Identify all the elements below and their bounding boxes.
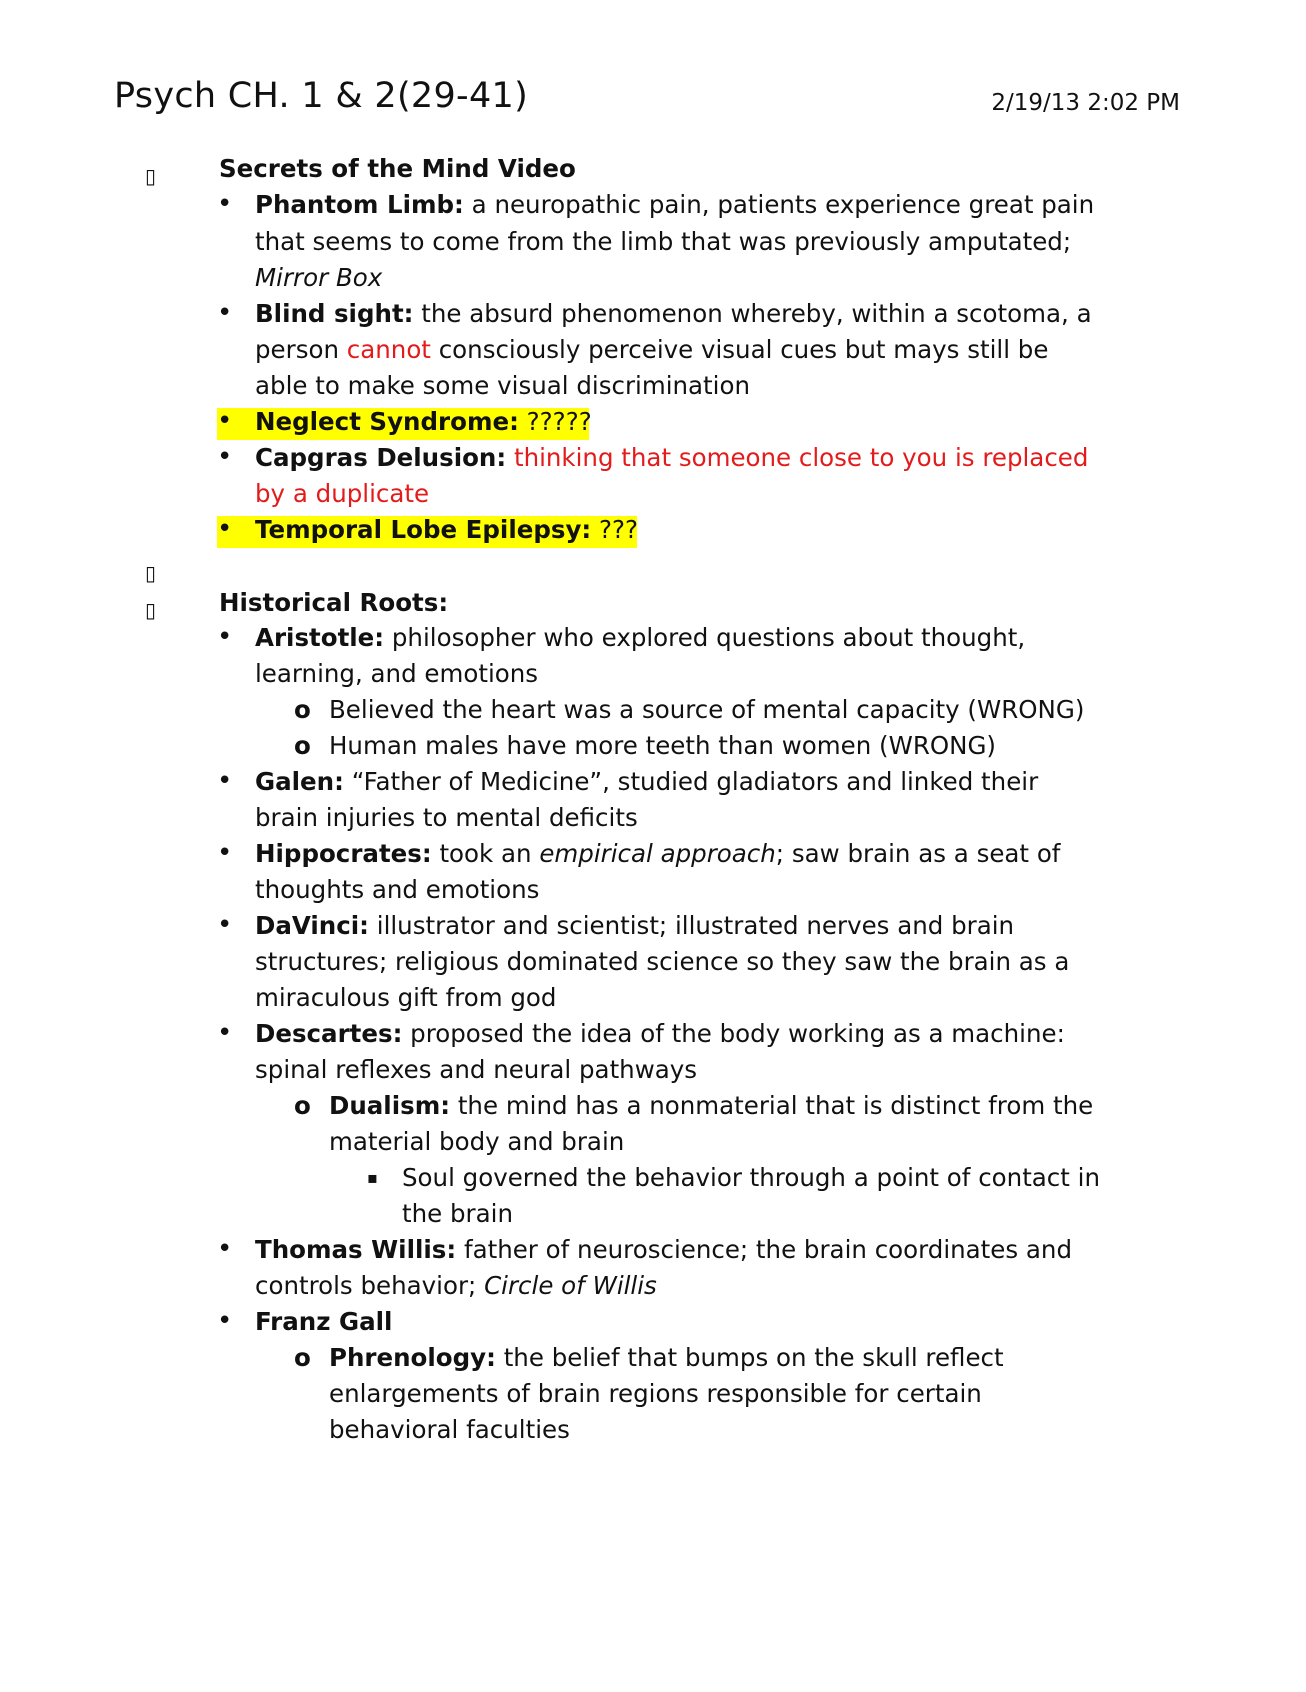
sub-sub-bullet: ▪ (367, 1168, 378, 1187)
list-item-davinci (255, 907, 1014, 945)
bullet: • (217, 1306, 233, 1336)
outline-marker: ▯ (145, 164, 157, 188)
sub-list-item-phrenology (329, 1339, 1004, 1377)
term-temporal-lobe-epilepsy: Temporal Lobe Epilepsy: (255, 515, 592, 544)
bullet: • (217, 442, 233, 472)
bullet: • (217, 910, 233, 940)
definition-text: behavioral faculties (329, 1415, 570, 1444)
list-item-descartes (255, 1015, 1065, 1053)
sub-sub-list-item: Soul governed the behavior through a point of contact in (402, 1163, 1101, 1192)
list-item-hippocrates (255, 835, 1060, 873)
italic-text: Circle of Willis (484, 1271, 657, 1300)
definition-text: a neuropathic pain, patients experience great pain (463, 190, 1095, 219)
definition-text: controls behavior; (255, 1271, 485, 1300)
sub-bullet: o (294, 1343, 311, 1372)
definition-text: thoughts and emotions (255, 875, 540, 904)
definition-text: father of neuroscience; the brain coordinates and (456, 1235, 1073, 1264)
definition-text: proposed the idea of the body working as a machine: (402, 1019, 1065, 1048)
sub-list-item-dualism (329, 1087, 1093, 1125)
list-item-aristotle (255, 619, 1025, 657)
list-item-neglect-syndrome (255, 403, 592, 441)
red-emphasis-text: thinking that someone close to you is replaced (506, 443, 1089, 472)
bullet: • (217, 514, 233, 544)
italic-text: empirical approach (539, 839, 776, 868)
term-phrenology: Phrenology: (329, 1343, 496, 1372)
bullet: • (217, 1234, 233, 1264)
definition-text: philosopher who explored questions about thought, (384, 623, 1026, 652)
term-neglect-syndrome: Neglect Syndrome: (255, 407, 519, 436)
definition-text: structures; religious dominated science so they saw the brain as a (255, 947, 1070, 976)
bullet: • (217, 622, 233, 652)
section-heading-historical-roots: Historical Roots: (219, 588, 449, 617)
term-descartes: Descartes: (255, 1019, 403, 1048)
definition-text: ????? (518, 407, 592, 436)
definition-text: spinal reflexes and neural pathways (255, 1055, 698, 1084)
definition-text: person (255, 335, 347, 364)
definition-text: the belief that bumps on the skull reflect (495, 1343, 1004, 1372)
term-davinci: DaVinci: (255, 911, 369, 940)
bullet: • (217, 1018, 233, 1048)
list-item-thomas-willis (255, 1231, 1072, 1269)
term-thomas-willis: Thomas Willis: (255, 1235, 457, 1264)
red-emphasis-text: by a duplicate (255, 479, 430, 508)
list-item-galen (255, 763, 1038, 801)
list-item-temporal-lobe-epilepsy (255, 511, 638, 549)
outline-marker: ▯ (145, 598, 157, 622)
sub-list-item: Human males have more teeth than women (WRONG) (329, 731, 996, 760)
definition-text: learning, and emotions (255, 659, 539, 688)
list-item-capgras-delusion (255, 439, 1088, 477)
list-item-blind-sight (255, 295, 1092, 333)
definition-text: Mirror Box (255, 263, 383, 292)
term-phantom-limb: Phantom Limb: (255, 190, 464, 219)
sub-bullet: o (294, 731, 311, 760)
page-datetime: 2/19/13 2:02 PM (991, 90, 1180, 116)
bullet: • (217, 766, 233, 796)
definition-text: ; saw brain as a seat of (775, 839, 1061, 868)
definition-text: miraculous gift from god (255, 983, 557, 1012)
list-item-phantom-limb (255, 186, 1094, 224)
definition-text: illustrator and scientist; illustrated nerves and brain (368, 911, 1015, 940)
definition-text: able to make some visual discrimination (255, 371, 750, 400)
definition-line (255, 1267, 657, 1305)
sub-bullet: o (294, 695, 311, 724)
sub-bullet: o (294, 1091, 311, 1120)
definition-text: “Father of Medicine”, studied gladiators and linked their (343, 767, 1039, 796)
outline-marker: ▯ (145, 561, 157, 585)
term-hippocrates: Hippocrates: (255, 839, 432, 868)
sub-list-item: Believed the heart was a source of mental capacity (WRONG) (329, 695, 1085, 724)
bullet: • (217, 298, 233, 328)
definition-text: brain injuries to mental deficits (255, 803, 638, 832)
term-dualism: Dualism: (329, 1091, 451, 1120)
definition-text: enlargements of brain regions responsible for certain (329, 1379, 982, 1408)
red-emphasis-text: cannot (346, 335, 431, 364)
term-franz-gall: Franz Gall (255, 1307, 393, 1336)
bullet: • (217, 406, 233, 436)
term-galen: Galen: (255, 767, 344, 796)
definition-text: took an (431, 839, 540, 868)
bullet: • (217, 189, 233, 219)
definition-text: the brain (402, 1199, 513, 1228)
definition-text: the mind has a nonmaterial that is distinct from the (450, 1091, 1094, 1120)
definition-text: material body and brain (329, 1127, 625, 1156)
term-blind-sight: Blind sight: (255, 299, 414, 328)
term-aristotle: Aristotle: (255, 623, 385, 652)
term-capgras-delusion: Capgras Delusion: (255, 443, 507, 472)
definition-text: ??? (591, 515, 639, 544)
definition-text: that seems to come from the limb that was previously amputated; (255, 227, 1072, 256)
definition-line (255, 331, 1048, 369)
definition-text: consciously perceive visual cues but mays still be (430, 335, 1049, 364)
page-title: Psych CH. 1 & 2(29-41) (114, 76, 529, 116)
section-heading-secrets: Secrets of the Mind Video (219, 154, 576, 183)
definition-text: the absurd phenomenon whereby, within a scotoma, a (413, 299, 1092, 328)
bullet: • (217, 838, 233, 868)
